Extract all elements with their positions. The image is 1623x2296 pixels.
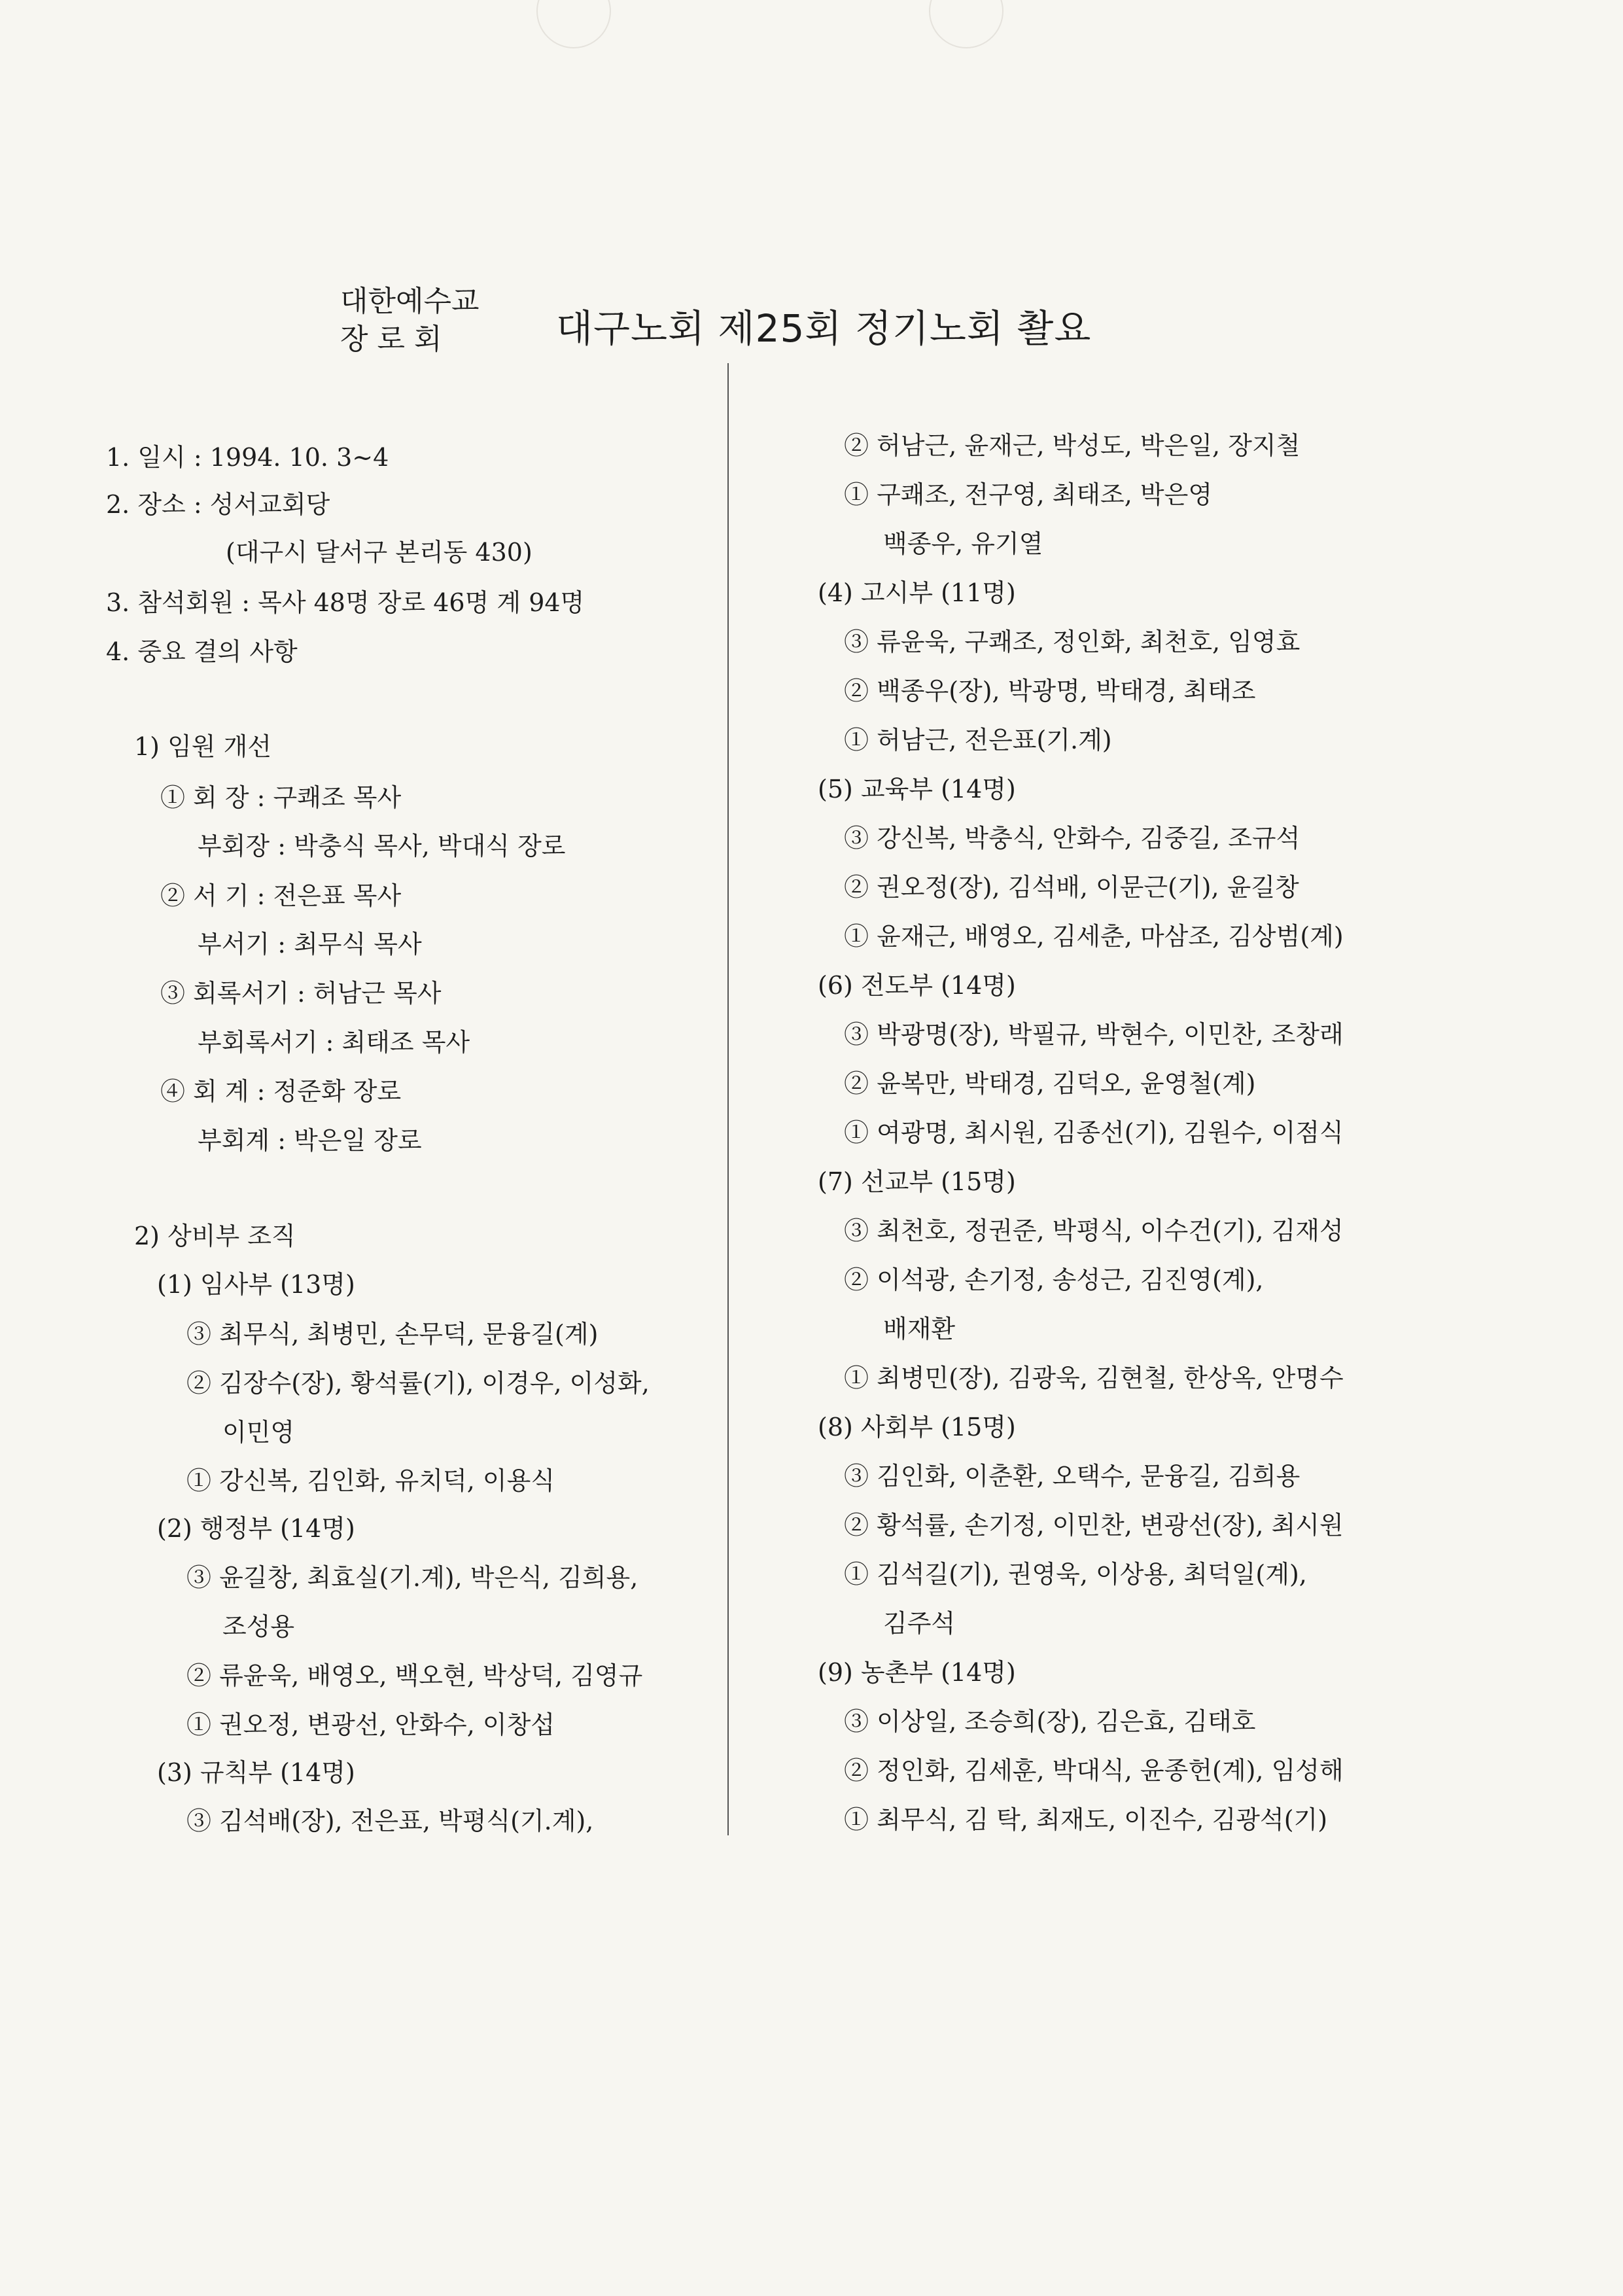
list-item: 부서기 : 최무식 목사 [198,930,422,959]
committee-heading: (4) 고시부 (11명) [818,578,1016,607]
list-item: 배재환 [883,1315,956,1343]
committee-heading: (5) 교육부 (14명) [818,775,1016,804]
list-item: 부회계 : 박은일 장로 [198,1126,422,1155]
list-item: ③ 이상일, 조승희(장), 김은효, 김태호 [844,1707,1256,1736]
list-item: ① 허남근, 전은표(기.계) [844,726,1112,754]
list-item: ① 최병민(장), 김광욱, 김현철, 한상옥, 안명수 [844,1364,1344,1392]
list-item: ③ 류윤욱, 구쾌조, 정인화, 최천호, 임영효 [844,627,1300,656]
list-item: 부회장 : 박충식 목사, 박대식 장로 [198,832,566,860]
subsection-heading: 1) 임원 개선 [134,732,271,761]
meeting-date: 1. 일시 : 1994. 10. 3∼4 [106,443,389,472]
committee-heading: (8) 사회부 (15명) [818,1413,1016,1441]
meeting-place: 2. 장소 : 성서교회당 [106,490,330,519]
list-item: ③ 박광명(장), 박필규, 박현수, 이민찬, 조창래 [844,1020,1344,1049]
list-item: ② 윤복만, 박태경, 김덕오, 윤영철(계) [844,1069,1256,1098]
page-title: 대구노회 제25회 정기노회 촬요 [556,306,1092,351]
list-item: ③ 김석배(장), 전은표, 박평식(기.계), [186,1807,594,1835]
subsection-heading: 2) 상비부 조직 [134,1222,296,1250]
list-item: ① 여광명, 최시원, 김종선(기), 김원수, 이점식 [844,1118,1344,1147]
attendance: 3. 참석회원 : 목사 48명 장로 46명 계 94명 [106,588,585,617]
list-item: ② 권오정(장), 김석배, 이문근(기), 윤길창 [844,873,1299,902]
list-item: ② 허남근, 윤재근, 박성도, 박은일, 장지철 [844,431,1300,460]
list-item: ③ 최천호, 정권준, 박평식, 이수건(기), 김재성 [844,1216,1344,1245]
list-item: ② 김장수(장), 황석률(기), 이경우, 이성화, [186,1369,650,1398]
list-item: ② 황석률, 손기정, 이민찬, 변광선(장), 최시원 [844,1511,1344,1540]
list-item: 김주석 [883,1609,956,1638]
committee-heading: (1) 임사부 (13명) [157,1270,355,1299]
list-item: 이민영 [222,1418,295,1447]
church-name [340,283,480,359]
committee-heading: (9) 농촌부 (14명) [818,1658,1016,1687]
committee-heading: (7) 선교부 (15명) [818,1167,1016,1196]
list-item: ② 정인화, 김세훈, 박대식, 윤종헌(계), 임성해 [844,1756,1344,1785]
list-item: ③ 최무식, 최병민, 손무덕, 문융길(계) [186,1320,599,1349]
committee-heading: (2) 행정부 (14명) [157,1514,355,1543]
list-item: ② 류윤욱, 배영오, 백오현, 박상덕, 김영규 [186,1661,643,1690]
list-item: 조성용 [222,1612,295,1641]
list-item: ① 강신복, 김인화, 유치덕, 이용식 [186,1466,555,1495]
punch-hole-right [929,0,1003,48]
list-item: ② 백종우(장), 박광명, 박태경, 최태조 [844,677,1256,705]
list-item: ③ 김인화, 이춘환, 오택수, 문융길, 김희용 [844,1462,1300,1491]
list-item: ① 윤재근, 배영오, 김세춘, 마삼조, 김상범(계) [844,922,1344,951]
org-line-2: 장 로 회 [340,323,442,356]
punch-hole-left [536,0,611,48]
committee-heading: (3) 규칙부 (14명) [157,1758,355,1787]
org-line-1: 대한예수교 [340,285,480,318]
meeting-address: (대구시 달서구 본리동 430) [226,538,532,567]
list-item: ① 권오정, 변광선, 안화수, 이창섭 [186,1710,555,1739]
list-item: ② 서 기 : 전은표 목사 [160,881,402,910]
list-item: ① 구쾌조, 전구영, 최태조, 박은영 [844,480,1213,509]
list-item: ③ 강신복, 박충식, 안화수, 김중길, 조규석 [844,824,1300,853]
list-item: ④ 회 계 : 정준화 장로 [160,1077,402,1106]
list-item: ③ 윤길창, 최효실(기.계), 박은식, 김희용, [186,1563,638,1592]
list-item: ② 이석광, 손기정, 송성근, 김진영(계), [844,1265,1264,1294]
list-item: 부회록서기 : 최태조 목사 [198,1028,470,1057]
section-heading: 4. 중요 결의 사항 [106,637,298,666]
list-item: ③ 회록서기 : 허남근 목사 [160,979,442,1008]
list-item: ① 김석길(기), 권영욱, 이상용, 최덕일(계), [844,1560,1307,1589]
column-divider [727,363,729,1835]
committee-heading: (6) 전도부 (14명) [818,971,1016,1000]
list-item: ① 최무식, 김 탁, 최재도, 이진수, 김광석(기) [844,1805,1328,1834]
list-item: 백종우, 유기열 [883,529,1043,558]
list-item: ① 회 장 : 구쾌조 목사 [160,783,402,812]
